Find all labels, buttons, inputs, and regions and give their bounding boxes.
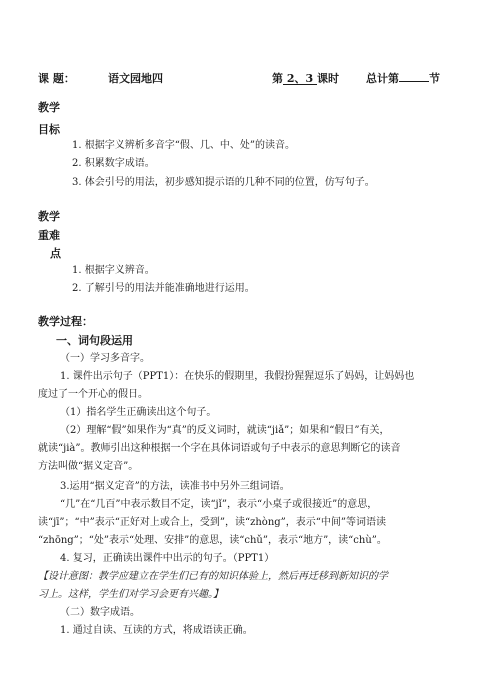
period-suffix: 课时 [317,72,339,85]
section-heading: 一、词句段运用 [56,334,133,347]
process-title: 教学过程： [38,315,93,328]
period-info [272,70,339,86]
design-intent-line: 习上。这样，学生们对学习会更有兴趣。】 [38,589,223,600]
paragraph-line: “zhōng”；“处”表示“处理、安排”的意思，读“chǔ”，表示“地方”，读“chù”。 [38,535,387,546]
paragraph-line: 就读“jià”。教师引出这种根据一个字在具体词语或句子中表示的意思判断它的读音 [38,443,401,454]
keypoints-label-2: 重难 [38,229,60,242]
paragraph-line: 读“jī”；“中”表示“正好对上或合上，受到”，读“zhòng”，表示“中间”等词语读 [38,517,386,528]
paragraph-line: 3.运用“据义定音”的方法，读准书中另外三组词语。 [60,481,290,492]
objective-item: 2. 积累数字成语。 [72,158,155,169]
paragraph-line: 1. 课件出示句子（PPT1）：在快乐的假期里，我假扮猩猩逗乐了妈妈，让妈妈也 [60,371,415,382]
keypoint-item: 1. 根据字义辨音。 [72,265,155,276]
paragraph-line: 1. 通过自读、互读的方式，将成语读正确。 [60,625,253,636]
paragraph-line: （1）指名学生正确读出这个句子。 [60,407,217,418]
total-prefix: 总计第 [366,72,399,85]
objective-item: 3. 体会引号的用法，初步感知提示语的几种不同的位置，仿写句子。 [72,177,375,188]
keypoint-item: 2. 了解引号的用法并能准确地进行运用。 [72,283,255,294]
keypoints-label-1: 教学 [38,210,60,223]
objectives-label-2: 目标 [38,123,60,136]
total-value [399,81,429,82]
period-value: 2、3 [283,73,317,85]
paragraph-line: 4. 复习，正确读出课件中出示的句子。（PPT1） [60,553,275,564]
objectives-label-1: 教学 [38,101,60,114]
objective-item: 1. 根据字义辨析多音字“假、几、中、处”的读音。 [72,140,295,151]
subsection-heading: （二）数字成语。 [60,607,140,618]
topic-value: 语文园地四 [108,72,163,85]
period-prefix: 第 [272,72,283,85]
total-suffix: 节 [429,72,440,85]
paragraph-line: （2）理解“假”如果作为“真”的反义词时，就读“jiǎ”；如果和“假日”有关， [60,425,390,436]
topic-label: 课 题： [38,72,75,85]
design-intent-line: 【设计意图：教学应建立在学生们已有的知识体验上，然后再迁移到新知识的学 [38,571,388,582]
paragraph-line: “几”在“几百”中表示数目不定，读“jǐ”，表示“小桌子或很接近”的意思， [60,499,378,510]
subsection-heading: （一）学习多音字。 [60,353,150,364]
paragraph-line: 方法叫做“据义定音”。 [38,461,139,472]
total-info [366,70,440,86]
paragraph-line: 度过了一个开心的假日。 [38,389,148,400]
keypoints-label-3: 点 [50,247,61,260]
